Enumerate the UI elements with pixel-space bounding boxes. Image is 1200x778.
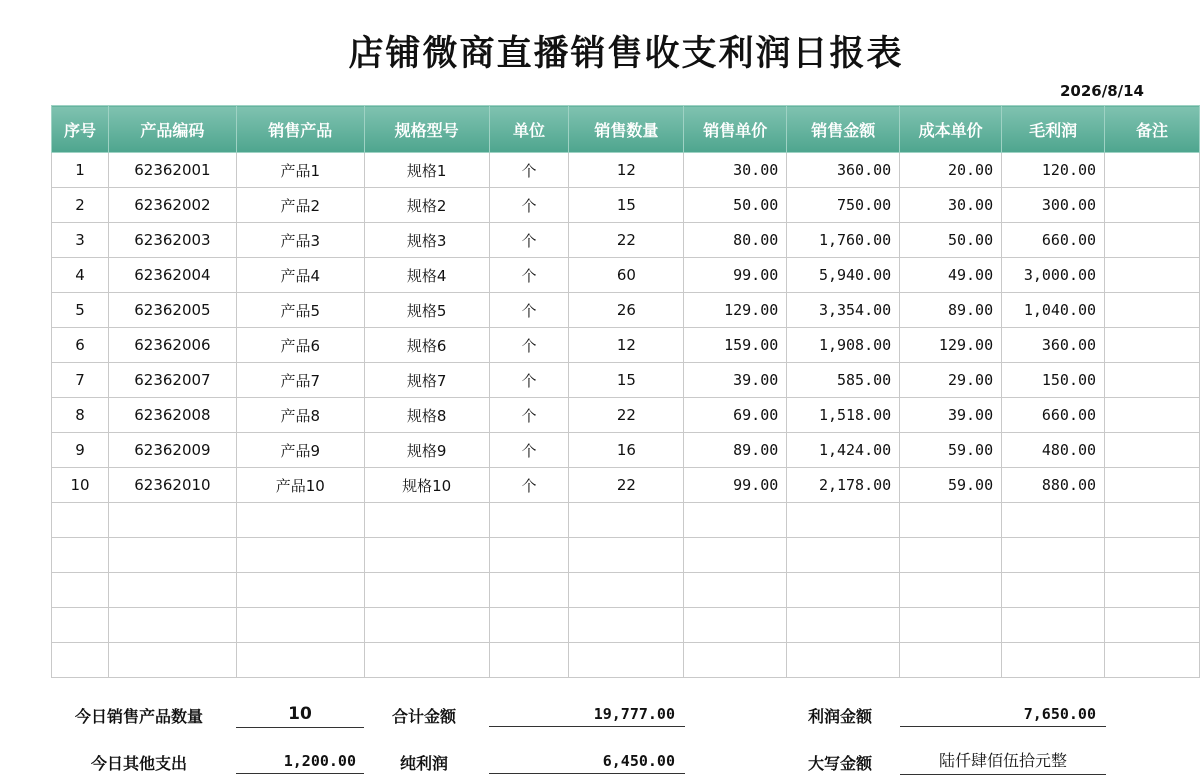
caps-amount-value: 陆仟肆佰伍拾元整 <box>900 748 1106 775</box>
cell-seq: 1 <box>52 153 109 188</box>
cell-qty: 12 <box>569 153 684 188</box>
cell-product: 产品2 <box>236 188 364 223</box>
cell-code: 62362002 <box>108 188 236 223</box>
cell-seq: 9 <box>52 433 109 468</box>
cell-spec: 规格3 <box>364 223 489 258</box>
cell-price: 80.00 <box>684 223 787 258</box>
header-cost: 成本单价 <box>900 106 1002 153</box>
cell-spec: 规格8 <box>364 398 489 433</box>
cell-amount <box>787 503 900 538</box>
table-row <box>52 433 1200 468</box>
header-seq: 序号 <box>52 106 109 153</box>
cell-product: 产品6 <box>236 328 364 363</box>
cell-code: 62362004 <box>108 258 236 293</box>
table-row <box>52 608 1200 643</box>
cell-spec: 规格5 <box>364 293 489 328</box>
cell-unit <box>489 503 569 538</box>
cell-cost: 29.00 <box>900 363 1002 398</box>
cell-profit: 480.00 <box>1002 433 1105 468</box>
cell-unit <box>489 538 569 573</box>
cell-cost <box>900 538 1002 573</box>
header-remark: 备注 <box>1105 106 1200 153</box>
header-price: 销售单价 <box>684 106 787 153</box>
cell-code: 62362009 <box>108 433 236 468</box>
table-header-row <box>52 106 1200 153</box>
cell-price: 30.00 <box>684 153 787 188</box>
cell-seq: 5 <box>52 293 109 328</box>
table-row <box>52 223 1200 258</box>
profit-value: 7,650.00 <box>900 701 1106 727</box>
cell-remark <box>1105 258 1200 293</box>
table-row <box>52 153 1200 188</box>
cell-amount <box>787 538 900 573</box>
cell-product: 产品8 <box>236 398 364 433</box>
table-row <box>52 643 1200 678</box>
cell-qty: 60 <box>569 258 684 293</box>
cell-unit: 个 <box>489 468 569 503</box>
cell-amount: 1,908.00 <box>787 328 900 363</box>
cell-amount: 1,760.00 <box>787 223 900 258</box>
header-spec: 规格型号 <box>364 106 489 153</box>
cell-price: 129.00 <box>684 293 787 328</box>
cell-product <box>236 643 364 678</box>
cell-qty: 22 <box>569 398 684 433</box>
cell-unit: 个 <box>489 223 569 258</box>
cell-spec: 规格1 <box>364 153 489 188</box>
header-code: 产品编码 <box>108 106 236 153</box>
cell-profit: 360.00 <box>1002 328 1105 363</box>
cell-profit: 3,000.00 <box>1002 258 1105 293</box>
cell-code <box>108 608 236 643</box>
cell-remark <box>1105 328 1200 363</box>
cell-profit: 660.00 <box>1002 223 1105 258</box>
cell-price: 50.00 <box>684 188 787 223</box>
cell-seq <box>52 503 109 538</box>
cell-price: 39.00 <box>684 363 787 398</box>
cell-spec: 规格2 <box>364 188 489 223</box>
cell-seq: 10 <box>52 468 109 503</box>
cell-spec <box>364 643 489 678</box>
cell-seq <box>52 643 109 678</box>
cell-product: 产品1 <box>236 153 364 188</box>
cell-seq: 7 <box>52 363 109 398</box>
cell-product: 产品9 <box>236 433 364 468</box>
table-row <box>52 573 1200 608</box>
header-profit: 毛利润 <box>1002 106 1105 153</box>
cell-remark <box>1105 293 1200 328</box>
total-label: 合计金额 <box>392 707 457 726</box>
cell-remark <box>1105 188 1200 223</box>
cell-product <box>236 608 364 643</box>
cell-qty: 16 <box>569 433 684 468</box>
cell-remark <box>1105 433 1200 468</box>
cell-unit: 个 <box>489 398 569 433</box>
cell-product <box>236 503 364 538</box>
cell-seq: 2 <box>52 188 109 223</box>
cell-remark <box>1105 608 1200 643</box>
cell-spec <box>364 538 489 573</box>
cell-code <box>108 538 236 573</box>
cell-remark <box>1105 643 1200 678</box>
cell-qty: 15 <box>569 363 684 398</box>
cell-remark <box>1105 398 1200 433</box>
table-row <box>52 503 1200 538</box>
cell-amount: 3,354.00 <box>787 293 900 328</box>
cell-remark <box>1105 363 1200 398</box>
cell-profit <box>1002 573 1105 608</box>
cell-qty: 22 <box>569 468 684 503</box>
cell-amount <box>787 608 900 643</box>
table-row <box>52 538 1200 573</box>
cell-unit: 个 <box>489 363 569 398</box>
cell-spec <box>364 503 489 538</box>
cell-remark <box>1105 538 1200 573</box>
cell-price <box>684 503 787 538</box>
cell-price <box>684 608 787 643</box>
cell-qty <box>569 643 684 678</box>
cell-price <box>684 538 787 573</box>
cell-cost: 30.00 <box>900 188 1002 223</box>
cell-unit: 个 <box>489 293 569 328</box>
cell-seq: 6 <box>52 328 109 363</box>
cell-cost: 50.00 <box>900 223 1002 258</box>
cell-profit: 1,040.00 <box>1002 293 1105 328</box>
cell-code: 62362007 <box>108 363 236 398</box>
cell-code: 62362003 <box>108 223 236 258</box>
cell-qty: 26 <box>569 293 684 328</box>
cell-price: 99.00 <box>684 258 787 293</box>
cell-cost: 59.00 <box>900 433 1002 468</box>
cell-price <box>684 573 787 608</box>
cell-qty <box>569 608 684 643</box>
header-amount: 销售金额 <box>787 106 900 153</box>
cell-cost: 39.00 <box>900 398 1002 433</box>
cell-amount: 2,178.00 <box>787 468 900 503</box>
cell-amount: 1,518.00 <box>787 398 900 433</box>
qty-value: 10 <box>236 701 364 728</box>
cell-code: 62362005 <box>108 293 236 328</box>
cell-unit: 个 <box>489 188 569 223</box>
cell-product <box>236 573 364 608</box>
cell-product: 产品4 <box>236 258 364 293</box>
cell-profit: 120.00 <box>1002 153 1105 188</box>
cell-cost: 129.00 <box>900 328 1002 363</box>
cell-qty <box>569 573 684 608</box>
cell-unit: 个 <box>489 328 569 363</box>
cell-product <box>236 538 364 573</box>
cell-amount: 585.00 <box>787 363 900 398</box>
cell-spec: 规格7 <box>364 363 489 398</box>
cell-cost: 20.00 <box>900 153 1002 188</box>
report-date: 2026/8/14 <box>1059 82 1144 100</box>
expense-value: 1,200.00 <box>236 748 364 774</box>
table-row <box>52 258 1200 293</box>
cell-profit <box>1002 503 1105 538</box>
cell-code <box>108 503 236 538</box>
header-qty: 销售数量 <box>569 106 684 153</box>
cell-spec: 规格9 <box>364 433 489 468</box>
cell-qty <box>569 538 684 573</box>
cell-cost <box>900 608 1002 643</box>
cell-product: 产品10 <box>236 468 364 503</box>
cell-amount: 750.00 <box>787 188 900 223</box>
cell-profit: 880.00 <box>1002 468 1105 503</box>
cell-product: 产品7 <box>236 363 364 398</box>
table-row <box>52 188 1200 223</box>
cell-remark <box>1105 503 1200 538</box>
cell-seq: 3 <box>52 223 109 258</box>
cell-product: 产品3 <box>236 223 364 258</box>
cell-profit: 300.00 <box>1002 188 1105 223</box>
cell-remark <box>1105 223 1200 258</box>
cell-code: 62362008 <box>108 398 236 433</box>
cell-unit <box>489 608 569 643</box>
report-title: 店铺微商直播销售收支利润日报表 <box>348 34 904 74</box>
cell-remark <box>1105 573 1200 608</box>
cell-seq <box>52 538 109 573</box>
table-row <box>52 328 1200 363</box>
cell-unit: 个 <box>489 153 569 188</box>
cell-price: 99.00 <box>684 468 787 503</box>
header-unit: 单位 <box>489 106 569 153</box>
cell-spec: 规格4 <box>364 258 489 293</box>
cell-spec: 规格10 <box>364 468 489 503</box>
cell-cost: 49.00 <box>900 258 1002 293</box>
table-row <box>52 293 1200 328</box>
cell-seq <box>52 573 109 608</box>
cell-cost <box>900 503 1002 538</box>
cell-spec <box>364 573 489 608</box>
profit-label: 利润金额 <box>808 707 873 726</box>
cell-profit: 150.00 <box>1002 363 1105 398</box>
cell-price: 89.00 <box>684 433 787 468</box>
cell-remark <box>1105 468 1200 503</box>
cell-cost: 89.00 <box>900 293 1002 328</box>
table-row <box>52 363 1200 398</box>
cell-amount: 360.00 <box>787 153 900 188</box>
cell-seq <box>52 608 109 643</box>
cell-unit: 个 <box>489 258 569 293</box>
cell-profit: 660.00 <box>1002 398 1105 433</box>
cell-price: 69.00 <box>684 398 787 433</box>
cell-code <box>108 643 236 678</box>
cell-spec <box>364 608 489 643</box>
total-value: 19,777.00 <box>489 701 685 727</box>
expense-label: 今日其他支出 <box>91 754 188 773</box>
cell-seq: 4 <box>52 258 109 293</box>
cell-qty: 15 <box>569 188 684 223</box>
cell-amount: 5,940.00 <box>787 258 900 293</box>
cell-profit <box>1002 643 1105 678</box>
cell-amount <box>787 573 900 608</box>
cell-product: 产品5 <box>236 293 364 328</box>
net-profit-label: 纯利润 <box>400 754 449 773</box>
net-profit-value: 6,450.00 <box>489 748 685 774</box>
cell-profit <box>1002 538 1105 573</box>
sales-table <box>51 105 1200 678</box>
cell-unit <box>489 643 569 678</box>
cell-cost <box>900 573 1002 608</box>
cell-seq: 8 <box>52 398 109 433</box>
cell-price <box>684 643 787 678</box>
cell-unit <box>489 573 569 608</box>
cell-profit <box>1002 608 1105 643</box>
qty-label: 今日销售产品数量 <box>75 707 204 726</box>
cell-qty <box>569 503 684 538</box>
header-product: 销售产品 <box>236 106 364 153</box>
cell-amount: 1,424.00 <box>787 433 900 468</box>
cell-unit: 个 <box>489 433 569 468</box>
cell-code <box>108 573 236 608</box>
cell-qty: 12 <box>569 328 684 363</box>
cell-price: 159.00 <box>684 328 787 363</box>
cell-cost: 59.00 <box>900 468 1002 503</box>
cell-code: 62362006 <box>108 328 236 363</box>
table-row <box>52 468 1200 503</box>
cell-amount <box>787 643 900 678</box>
cell-cost <box>900 643 1002 678</box>
cell-code: 62362010 <box>108 468 236 503</box>
cell-code: 62362001 <box>108 153 236 188</box>
table-row <box>52 398 1200 433</box>
cell-spec: 规格6 <box>364 328 489 363</box>
cell-remark <box>1105 153 1200 188</box>
cell-qty: 22 <box>569 223 684 258</box>
caps-amount-label: 大写金额 <box>808 754 873 773</box>
